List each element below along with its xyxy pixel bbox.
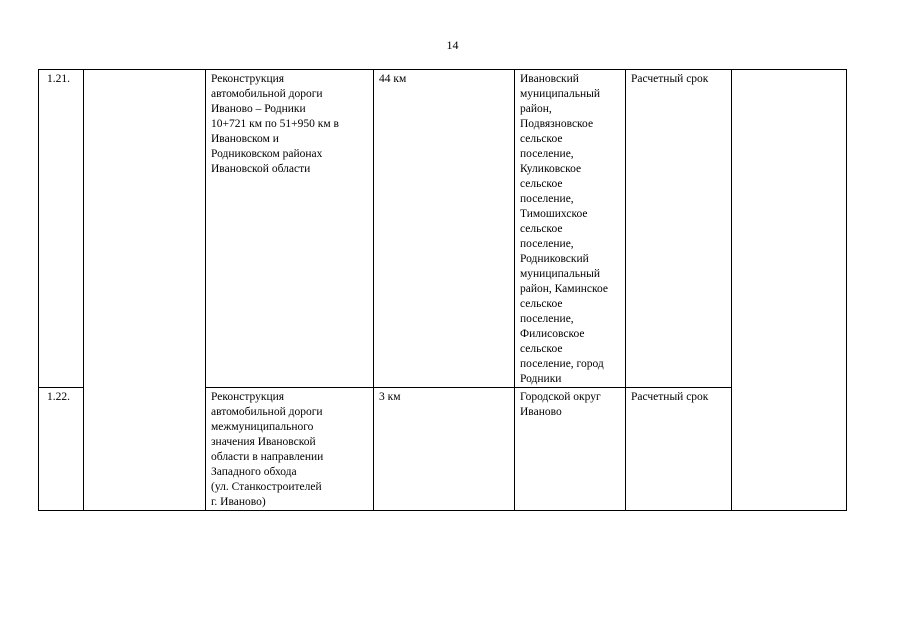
term-cell: Расчетный срок <box>626 70 732 388</box>
empty-last-cell <box>732 70 847 511</box>
term-cell: Расчетный срок <box>626 388 732 511</box>
row-number-cell: 1.22. <box>39 388 84 511</box>
page-number: 14 <box>446 38 459 52</box>
table-row <box>39 70 847 388</box>
length-cell: 44 км <box>374 70 515 388</box>
object-name-cell: Реконструкция автомобильной дороги межмуниципального значения Ивановской области в направлении Западного обхода (ул. Станкостроителей г. Иваново) <box>206 388 374 511</box>
row-number-cell: 1.21. <box>39 70 84 388</box>
location-cell: Городской округ Иваново <box>515 388 626 511</box>
empty-merged-cell <box>84 70 206 511</box>
length-cell: 3 км <box>374 388 515 511</box>
document-table <box>38 69 847 511</box>
object-name-cell: Реконструкция автомобильной дороги Иваново – Родники 10+721 км по 51+950 км в Ивановском и Родниковском районах Ивановской области <box>206 70 374 388</box>
location-cell: Ивановский муниципальный район, Подвязновское сельское поселение, Куликовское сельское поселение, Тимошихское сельское поселение, Родниковский муниципальный район, Каминское сельское поселение, Филисовское сельское поселение, город Родники <box>515 70 626 388</box>
